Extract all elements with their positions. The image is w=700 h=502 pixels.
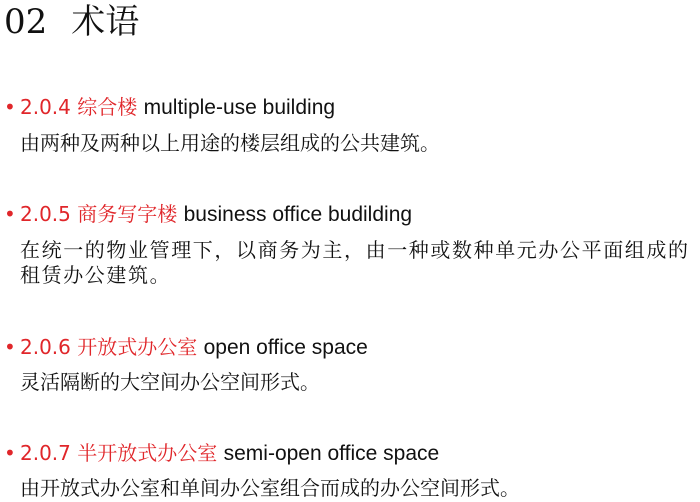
- term-description: 在统一的物业管理下，以商务为主，由一种或数种单元办公平面组成的租赁办公建筑。: [20, 238, 690, 287]
- page-title: [4, 2, 139, 42]
- term-heading: • 2.0.6 开放式办公室 open office space: [4, 335, 368, 359]
- term-description: 由开放式办公室和单间办公室组合而成的办公空间形式。: [20, 476, 520, 500]
- term-description: 由两种及两种以上用途的楼层组成的公共建筑。: [20, 131, 440, 155]
- section-number: 02: [4, 2, 48, 42]
- term-heading: • 2.0.4 综合楼 multiple-use building: [4, 95, 336, 119]
- term-heading: • 2.0.5 商务写字楼 business office budilding: [4, 202, 413, 226]
- section-title: 术语: [71, 2, 140, 42]
- term-heading: • 2.0.7 半开放式办公室 semi-open office space: [4, 441, 440, 465]
- term-description: 灵活隔断的大空间办公空间形式。: [20, 370, 320, 394]
